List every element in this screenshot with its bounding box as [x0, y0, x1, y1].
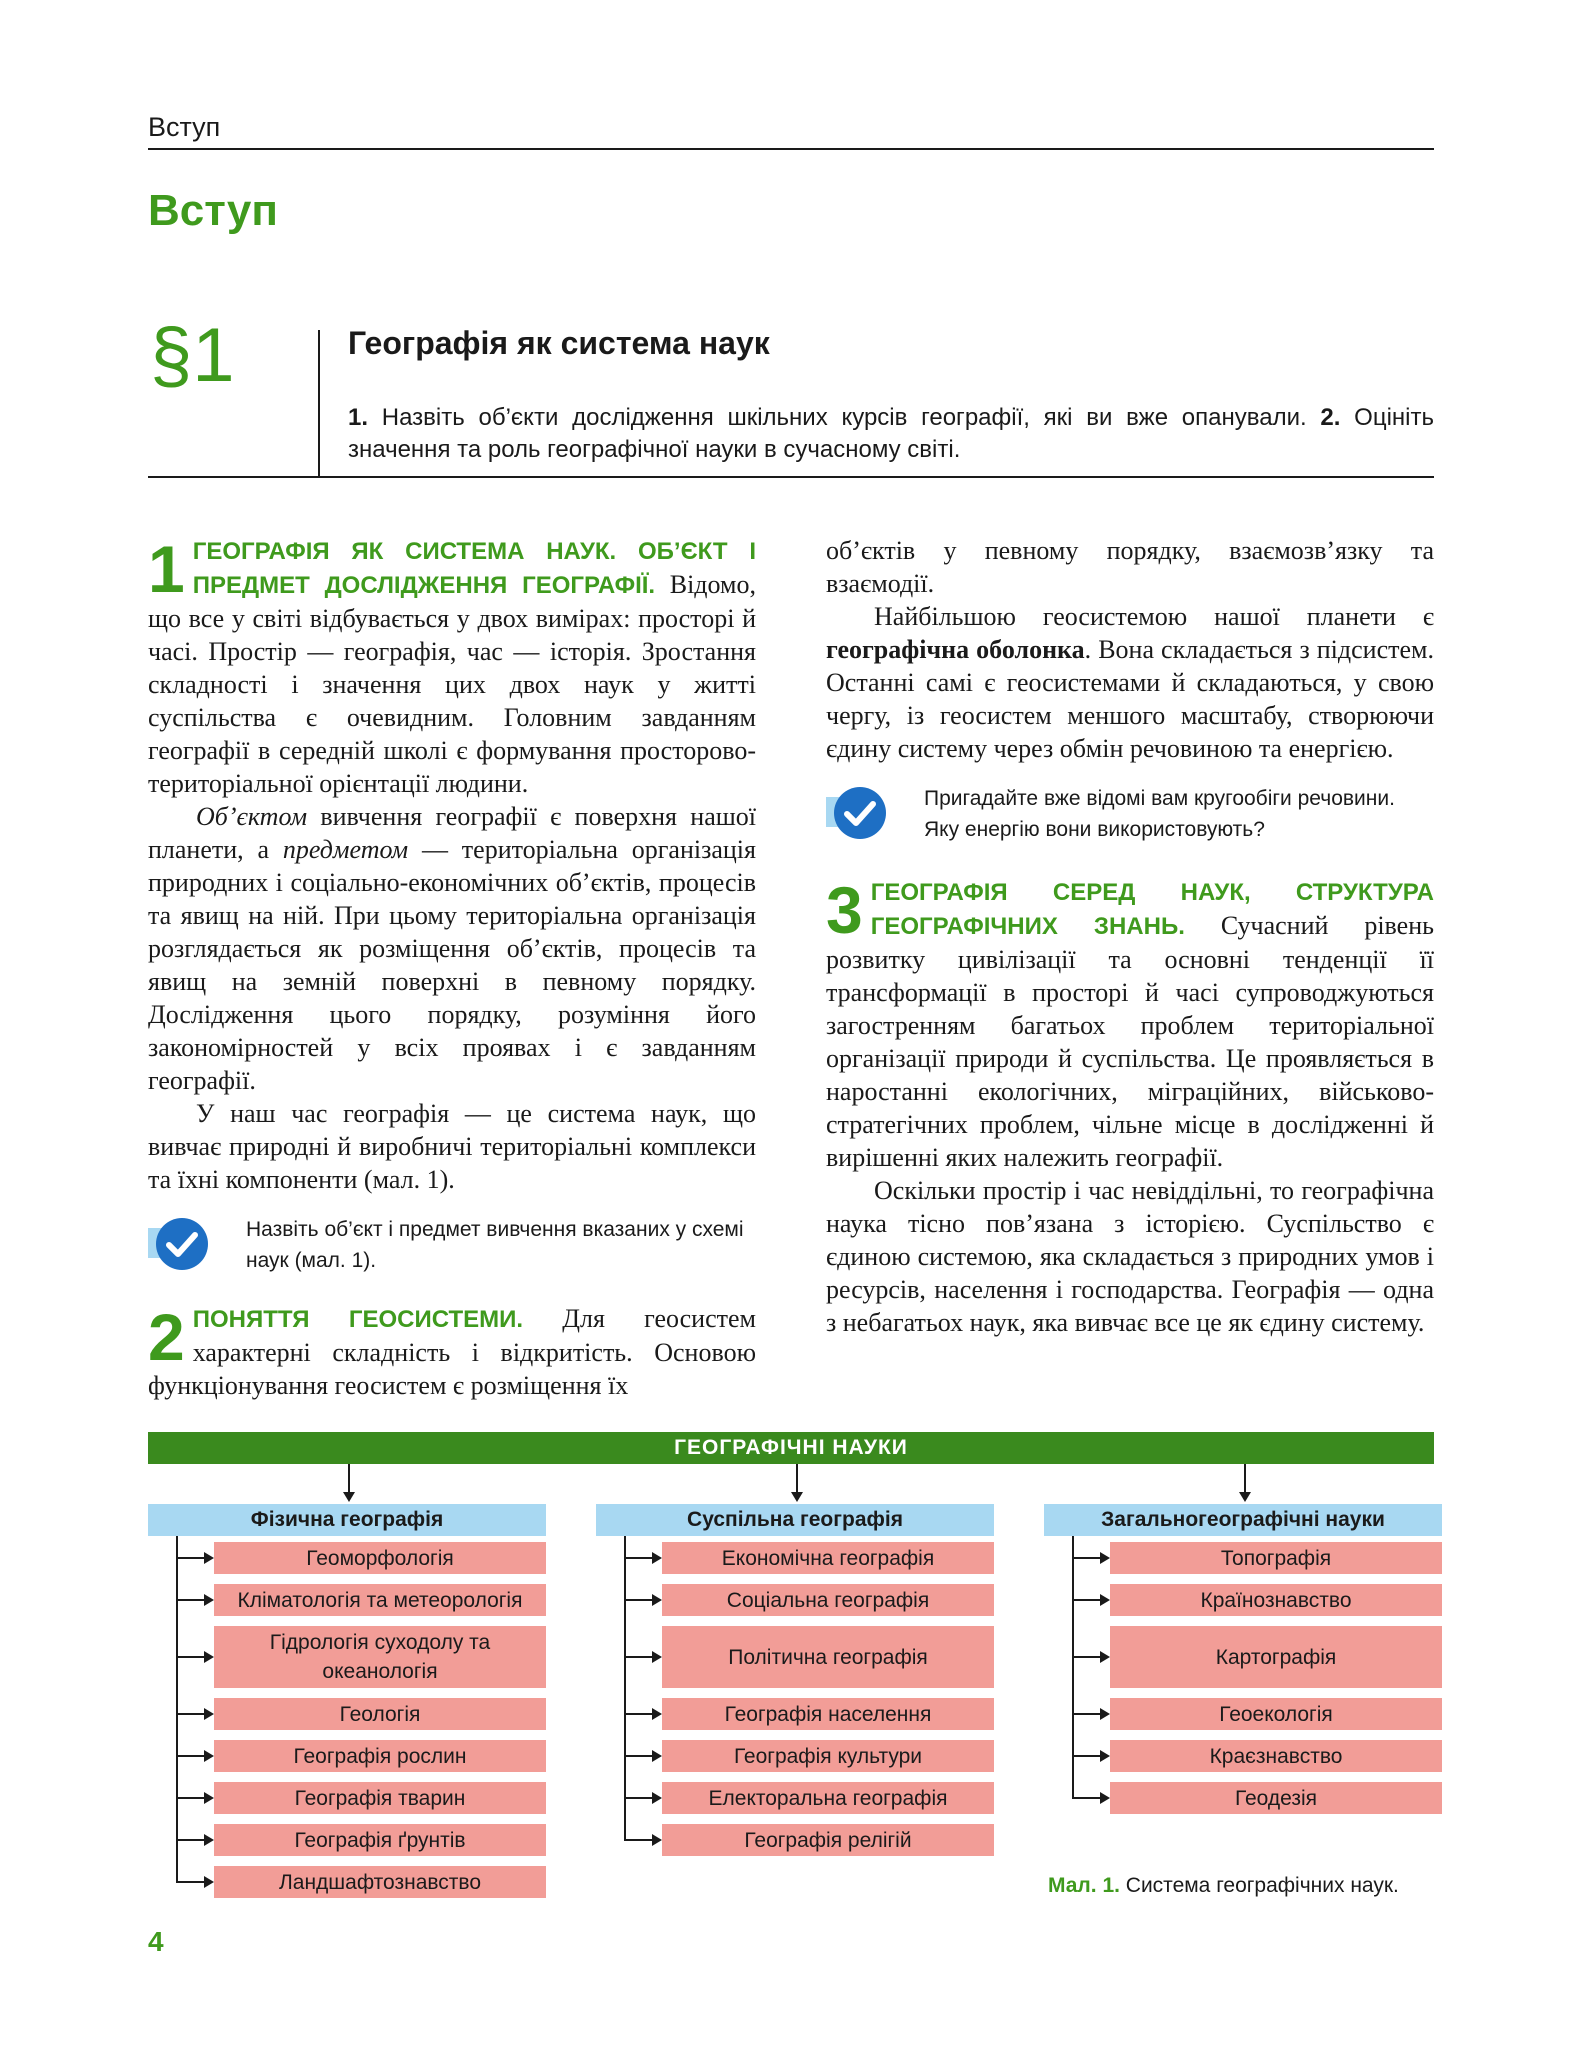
section-heading: ГЕОГРАФІЯ СЕРЕД НАУК, СТРУКТУРА ГЕОГРАФІЧНИХ ЗНАНЬ.	[870, 879, 1434, 940]
section-text: . Вона складається з підсистем. Останні самі є геосистемами й складаються, у свою чергу, із геосистем меншого масштабу, створюючи єдину систему через обмін речовиною та енергією.	[826, 635, 1434, 763]
section-text: Найбільшою геосистемою нашої планети є	[874, 602, 1434, 631]
connector-line	[348, 1464, 350, 1494]
arrow-head	[1100, 1552, 1110, 1564]
arrow-head	[204, 1552, 214, 1564]
task-text: Назвіть об’єкт і предмет вивчення вказаних у схемі наук (мал. 1).	[246, 1218, 744, 1272]
science-item: Електоральна географія	[662, 1782, 994, 1814]
branch-line	[1072, 1755, 1100, 1757]
section-3-paragraph: Оскільки простір і час невіддільні, то географічна наука тісно пов’язана з історією. Суспільство є єдиною системою, яка складається з природних умов і ресурсів, населення і господарства. Географія — одна з небагатьох наук, яка вивчає все це як єдину систему.	[826, 1176, 1434, 1337]
question-text: Оцініть значення та роль географічної науки в сучасному світі.	[348, 404, 1435, 463]
branch-line	[176, 1713, 204, 1715]
question-number: 2.	[1320, 404, 1341, 431]
paragraph-sign: §1	[150, 313, 235, 398]
tree-trunk-line	[1072, 1536, 1074, 1799]
task-text: Пригадайте вже відомі вам кругообіги речовини. Яку енергію вони використовують?	[924, 787, 1395, 841]
science-item: Країнознавство	[1110, 1584, 1442, 1616]
tree-trunk-line	[176, 1536, 178, 1883]
branch-line	[1072, 1557, 1100, 1559]
category-box: Загальногеографічні науки	[1044, 1504, 1442, 1536]
section-heading: ПОНЯТТЯ ГЕОСИСТЕМИ.	[192, 1306, 524, 1333]
science-item: Географія релігій	[662, 1824, 994, 1856]
science-item: Географія рослин	[214, 1740, 546, 1772]
science-item: Краєзнавство	[1110, 1740, 1442, 1772]
science-item: Географія населення	[662, 1698, 994, 1730]
paragraph-rule	[148, 476, 1434, 478]
check-circle-icon	[826, 785, 890, 841]
connector-line	[1244, 1464, 1246, 1494]
arrow-head	[652, 1552, 662, 1564]
text-column-left	[148, 534, 756, 1402]
section-2-paragraph	[148, 1302, 756, 1402]
science-item: Кліматологія та метеорологія	[214, 1584, 546, 1616]
branch-line	[624, 1839, 652, 1841]
header-rule	[148, 148, 1434, 150]
arrow-head	[204, 1792, 214, 1804]
branch-line	[176, 1755, 204, 1757]
question-text: Назвіть об’єкти дослідження шкільних курсів географії, які ви вже опанували.	[368, 404, 1321, 431]
question-number: 1.	[348, 404, 369, 431]
caption-label: Мал. 1.	[1048, 1874, 1120, 1897]
branch-line	[624, 1713, 652, 1715]
section-2-paragraph	[826, 600, 1434, 765]
arrow-head	[652, 1594, 662, 1606]
paragraph-questions	[348, 402, 1434, 466]
arrow-head	[652, 1834, 662, 1846]
branch-line	[176, 1839, 204, 1841]
task-block	[826, 783, 1434, 853]
section-text: — територіальна організація природних і соціально-економічних об’єктів, процесів та явищ на ній. При цьому територіальна організація розглядається як розміщення об’єктів, процесів та явищ на земній поверхні в певному порядку. Дослідження цього порядку, розуміння його закономірностей у всіх проявах і є завданням географії.	[148, 835, 756, 1095]
branch-line	[176, 1881, 204, 1883]
check-circle-icon	[148, 1216, 212, 1272]
figure-caption	[1048, 1874, 1399, 1898]
science-item: Топографія	[1110, 1542, 1442, 1574]
term-object: Об’єктом	[196, 802, 308, 831]
branch-line	[624, 1557, 652, 1559]
science-item: Географія ґрунтів	[214, 1824, 546, 1856]
branch-line	[1072, 1599, 1100, 1601]
arrow-head	[1100, 1594, 1110, 1606]
running-head: Вступ	[148, 112, 221, 142]
term-subject: предметом	[282, 835, 409, 864]
arrow-head	[204, 1651, 214, 1663]
text-column-right	[826, 534, 1434, 1339]
section-text: вивчення географії є поверхня нашої планети, а	[148, 802, 756, 864]
arrow-head	[1100, 1708, 1110, 1720]
section-1-paragraph	[148, 800, 756, 1097]
science-item: Геологія	[214, 1698, 546, 1730]
branch-line	[624, 1797, 652, 1799]
science-item: Картографія	[1110, 1626, 1442, 1688]
section-heading: ГЕОГРАФІЯ ЯК СИСТЕМА НАУК. ОБ’ЄКТ І ПРЕДМЕТ ДОСЛІДЖЕННЯ ГЕОГРАФІЇ.	[192, 538, 756, 599]
arrow-head	[1100, 1792, 1110, 1804]
arrow-head	[1239, 1492, 1251, 1502]
science-item: Геоморфологія	[214, 1542, 546, 1574]
arrow-head	[204, 1594, 214, 1606]
section-text: Відомо, що все у світі відбувається у двох вимірах: просторі й часі. Простір — географія, час — історія. Зростання складності і значення цих двох наук у житті суспільства є очевидним. Головним завданням географії в середній школі є формування просторово-територіальної орієнтації людини.	[148, 570, 756, 798]
arrow-head	[204, 1708, 214, 1720]
diagram-title-banner: ГЕОГРАФІЧНІ НАУКИ	[148, 1432, 1434, 1464]
section-3-paragraph	[826, 875, 1434, 1174]
arrow-head	[791, 1492, 803, 1502]
arrow-head	[204, 1876, 214, 1888]
section-1-paragraph	[148, 534, 756, 800]
arrow-head	[652, 1651, 662, 1663]
section-text: об’єктів у певному порядку, взаємозв’язку та взаємодії.	[826, 536, 1434, 598]
section-number: 1	[148, 532, 185, 606]
paragraph-divider	[318, 330, 320, 476]
branch-line	[624, 1656, 652, 1658]
science-item: Політична географія	[662, 1626, 994, 1688]
branch-line	[176, 1656, 204, 1658]
page-number: 4	[148, 1926, 164, 1957]
science-item: Ландшафтознавство	[214, 1866, 546, 1898]
section-number: 3	[826, 873, 863, 947]
arrow-head	[652, 1708, 662, 1720]
connector-line	[796, 1464, 798, 1494]
arrow-head	[652, 1792, 662, 1804]
branch-line	[624, 1755, 652, 1757]
science-item: Гідрологія суходолу та океанологія	[214, 1626, 546, 1688]
branch-line	[176, 1797, 204, 1799]
science-item: Економічна географія	[662, 1542, 994, 1574]
arrow-head	[343, 1492, 355, 1502]
science-item: Географія культури	[662, 1740, 994, 1772]
term-geographic-envelope: географічна оболонка	[826, 635, 1085, 664]
section-2-paragraph-continued	[826, 534, 1434, 600]
section-text: Сучасний рівень розвитку цивілізації та основні тенденції її трансформації в просторі й часі супроводжуються загостренням багатьох проблем територіальної організації природи й суспільства. Це проявляється в наростанні екологічних, міграційних, військово-стратегічних проблем, чільне місце в дослідженні й вирішенні яких належить географії.	[826, 911, 1434, 1172]
science-item: Геодезія	[1110, 1782, 1442, 1814]
section-1-paragraph: У наш час географія — це система наук, що вивчає природні й виробничі територіальні комплекси та їхні компоненти (мал. 1).	[148, 1099, 756, 1194]
category-box: Фізична географія	[148, 1504, 546, 1536]
paragraph-title: Географія як система наук	[348, 325, 770, 361]
task-block	[148, 1214, 756, 1284]
science-item: Соціальна географія	[662, 1584, 994, 1616]
branch-line	[1072, 1797, 1100, 1799]
caption-text: Система географічних наук.	[1119, 1874, 1399, 1897]
section-title: Вступ	[148, 186, 278, 235]
arrow-head	[204, 1834, 214, 1846]
arrow-head	[652, 1750, 662, 1762]
tree-trunk-line	[624, 1536, 626, 1841]
section-text: Для геосистем характерні складність і відкритість. Основою функціонування геосистем є розміщення їх	[148, 1304, 756, 1400]
section-number: 2	[148, 1300, 185, 1374]
branch-line	[624, 1599, 652, 1601]
branch-line	[176, 1599, 204, 1601]
arrow-head	[1100, 1651, 1110, 1663]
science-item: Геоекологія	[1110, 1698, 1442, 1730]
arrow-head	[204, 1750, 214, 1762]
branch-line	[1072, 1656, 1100, 1658]
branch-line	[176, 1557, 204, 1559]
category-box: Суспільна географія	[596, 1504, 994, 1536]
arrow-head	[1100, 1750, 1110, 1762]
science-item: Географія тварин	[214, 1782, 546, 1814]
branch-line	[1072, 1713, 1100, 1715]
